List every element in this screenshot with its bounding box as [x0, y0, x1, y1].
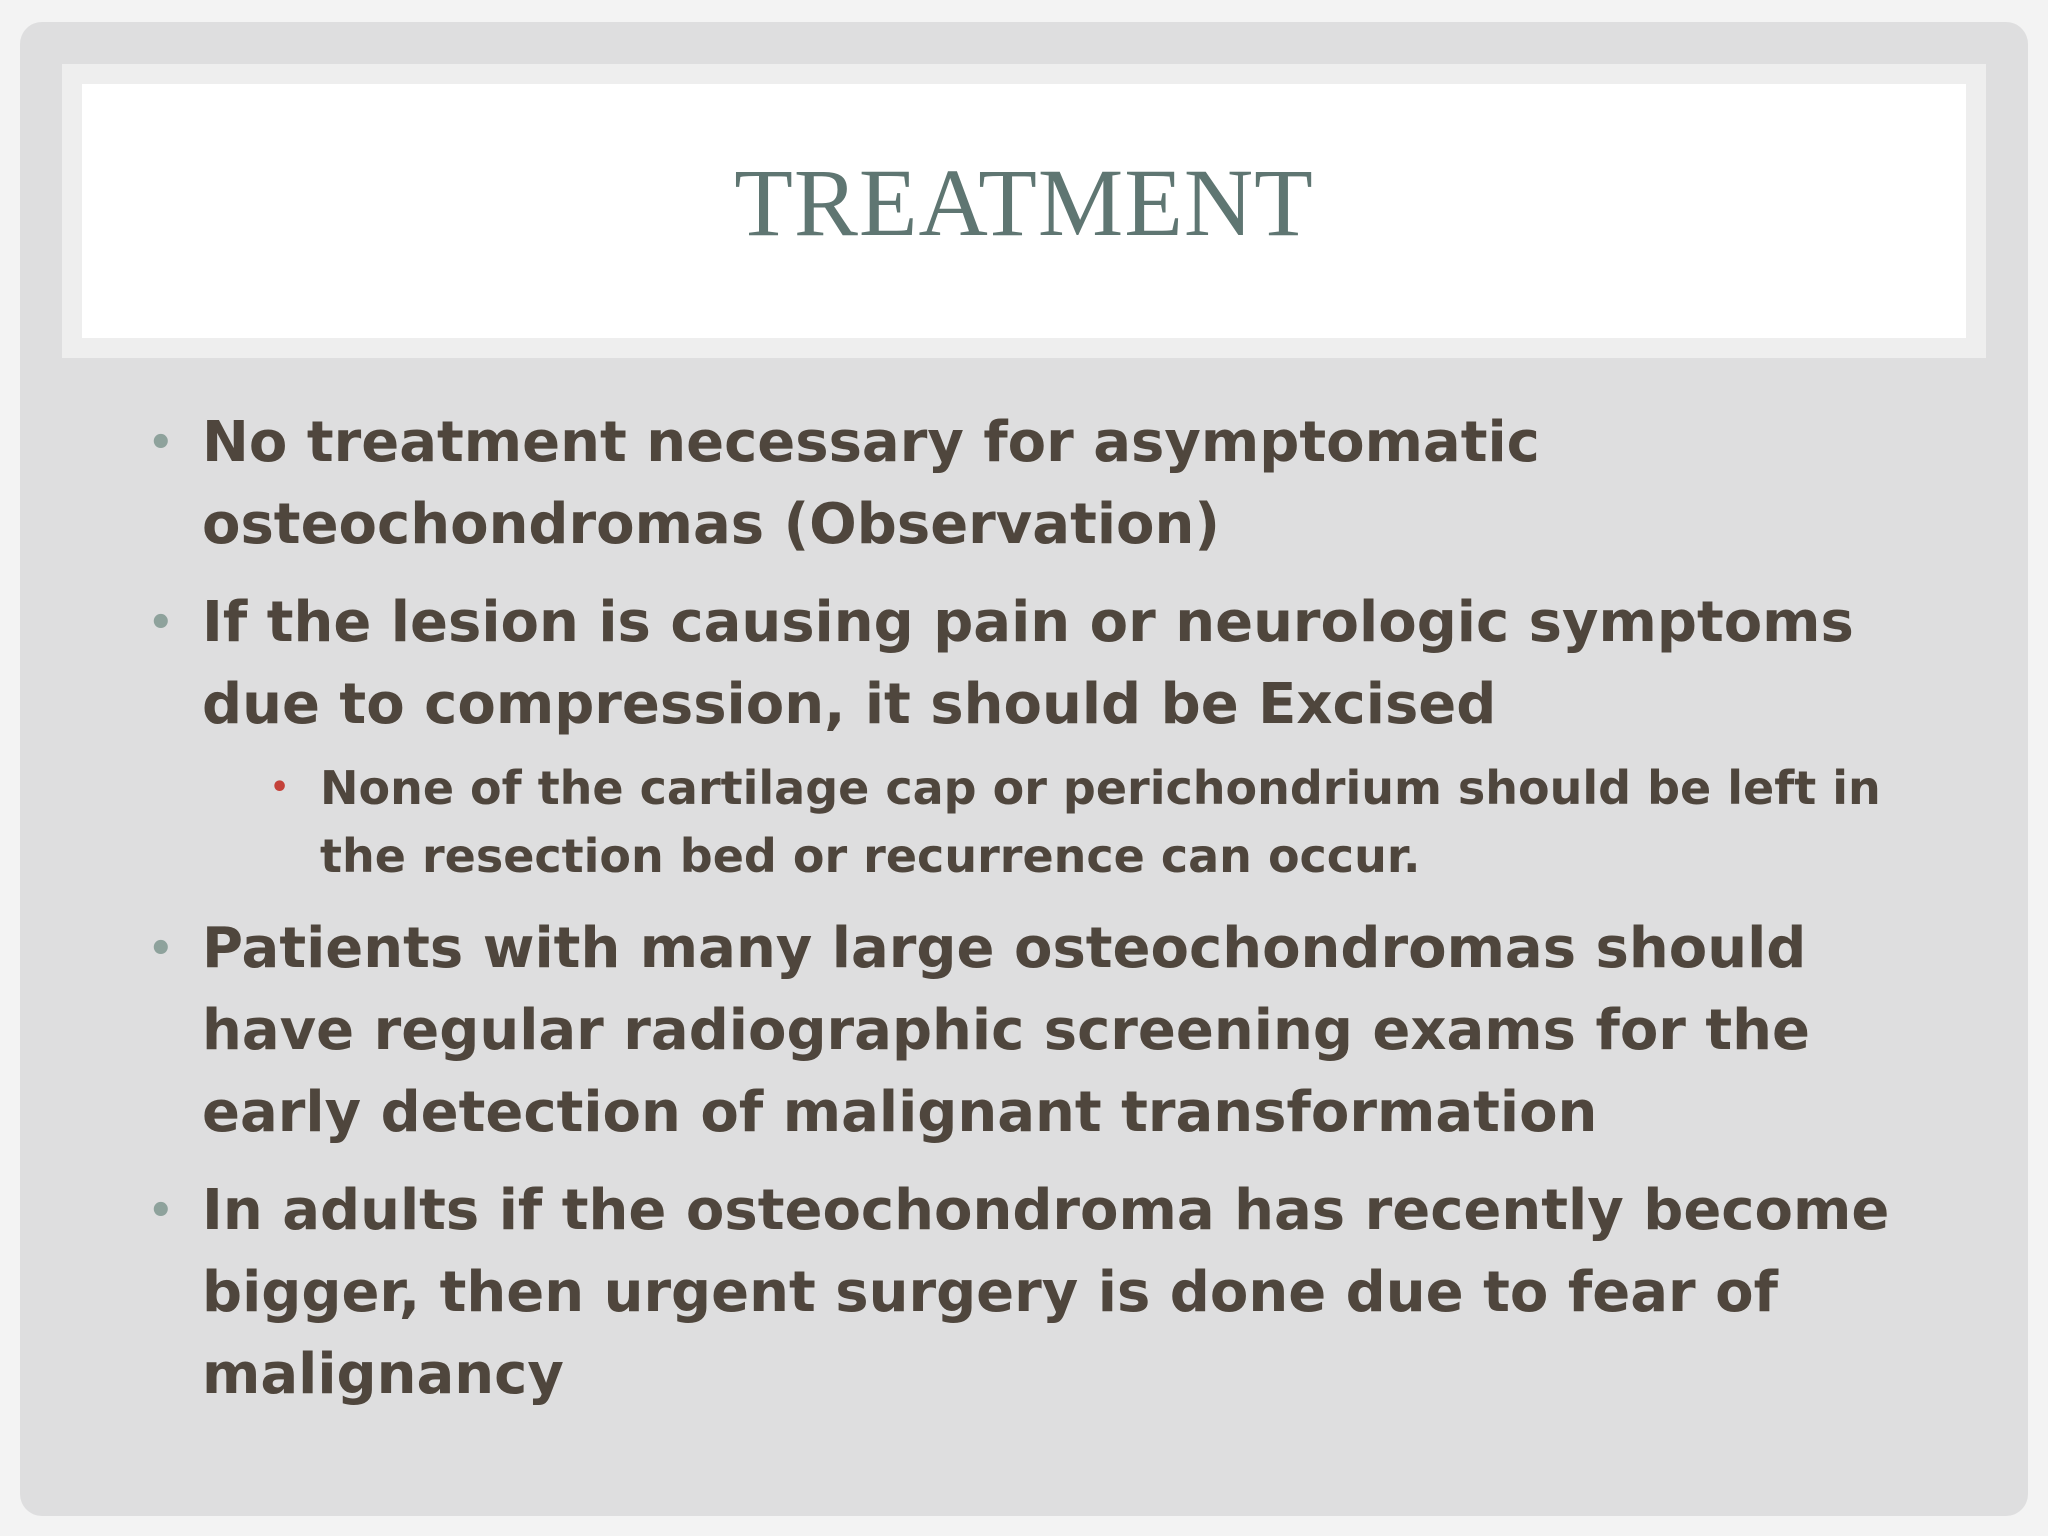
bullet-item — [148, 1170, 1968, 1416]
slide-title: TREATMENT — [734, 148, 1314, 256]
bullet-item — [148, 402, 1968, 566]
bullet-text: If the lesion is causing pain or neurologic symptoms due to compression, it should be Excised — [202, 590, 1854, 737]
bullet-text: In adults if the osteochondroma has recently become bigger, then urgent surgery is done due to fear of malignancy — [202, 1178, 1890, 1407]
bullet-text: No treatment necessary for asymptomatic osteochondromas (Observation) — [202, 410, 1540, 557]
title-band — [62, 64, 1986, 358]
title-box — [82, 84, 1966, 338]
slide — [20, 22, 2028, 1516]
bullet-dot-icon: • — [148, 926, 174, 972]
sub-bullet-item — [270, 754, 1968, 890]
bullet-item — [148, 582, 1968, 746]
bullet-dot-icon: • — [148, 420, 174, 466]
sub-bullet-text: None of the cartilage cap or perichondrium should be left in the resection bed or recurrence can occur. — [320, 761, 1881, 883]
bullet-text: Patients with many large osteochondromas should have regular radiographic screening exams for the early detection of malignant transformation — [202, 916, 1811, 1145]
bullet-dot-icon: • — [148, 600, 174, 646]
sub-bullet-dot-icon: • — [270, 770, 290, 805]
bullet-item — [148, 908, 1968, 1154]
slide-content — [148, 402, 1968, 1432]
bullet-dot-icon: • — [148, 1188, 174, 1234]
